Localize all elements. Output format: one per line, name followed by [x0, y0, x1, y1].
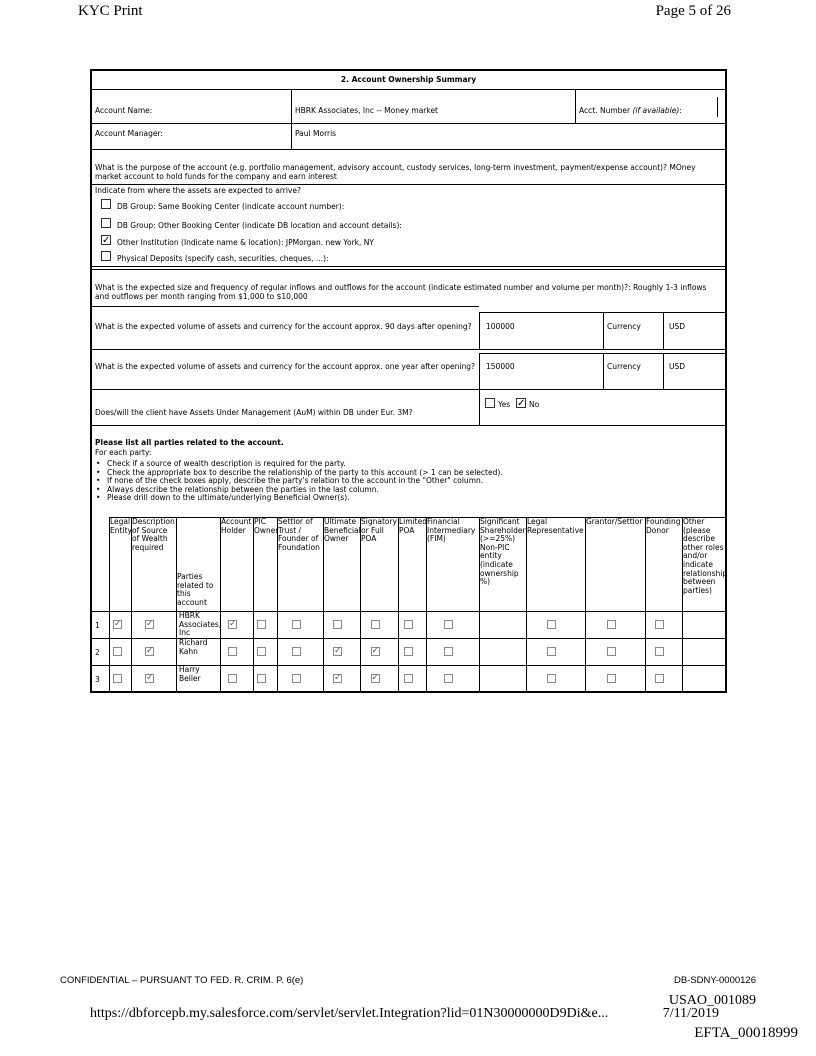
- party-fim-checkbox[interactable]: [444, 674, 453, 683]
- section-title: 2. Account Ownership Summary: [340, 75, 477, 84]
- divider: [92, 425, 725, 426]
- efta-stamp: EFTA_00018999: [694, 1025, 798, 1041]
- column-header-ultimate-bo: Ultimate Beneficial Owner: [324, 517, 361, 544]
- assets-origin-question: Indicate from where the assets are expected to arrive?: [95, 186, 301, 195]
- party-legal-rep-checkbox[interactable]: [547, 647, 556, 656]
- aum-yes-label: Yes: [498, 400, 511, 409]
- party-settlor-checkbox[interactable]: [292, 674, 301, 683]
- page-number: Page 5 of 26: [655, 3, 731, 19]
- column-header-legal-rep: Legal Representative: [527, 517, 584, 535]
- column-header-fim: Financial Intermediary (FIM): [427, 517, 476, 544]
- divider: [92, 123, 725, 124]
- divider: [92, 269, 725, 270]
- source-url: https://dbforcepb.my.salesforce.com/servlet/servlet.Integration?lid=01N30000000D9Di&e...: [90, 1006, 609, 1021]
- print-date: 7/11/2019: [662, 1006, 719, 1021]
- volume-90-days-label: What is the expected volume of assets and currency for the account approx. 90 days after opening?: [95, 322, 472, 331]
- check-icon: ✓: [146, 646, 154, 656]
- party-pic-owner-checkbox[interactable]: [257, 620, 266, 629]
- account-name-label: Account Name:: [95, 106, 153, 115]
- volume-90-days-value: 100000: [486, 322, 515, 331]
- divider: [479, 353, 725, 354]
- volume-1-year-value: 150000: [486, 362, 515, 371]
- instruction-item: • Always describe the relationship between the parties in the last column.: [95, 486, 715, 495]
- column-header-founding-donor: Founding Donor: [646, 517, 681, 535]
- instruction-item: • Check the appropriate box to describe the relationship of the party to this account (> 1 can be selected).: [95, 469, 715, 478]
- aum-no-check: ✓: [517, 398, 526, 409]
- party-settlor-checkbox[interactable]: [292, 647, 301, 656]
- party-signatory-checkbox[interactable]: [371, 647, 380, 656]
- party-limited-poa-checkbox[interactable]: [404, 620, 413, 629]
- party-founding-donor-checkbox[interactable]: [655, 647, 664, 656]
- column-header-description-sow: Description of Source of Wealth required: [132, 517, 175, 552]
- flows-question: What is the expected size and frequency of regular inflows and outflows for the account (indicate estimated number and volume per month)?: Roughly 1-3 inflows and outflows per month ranging from $1,000 to $10,000: [95, 283, 707, 301]
- asset-option-3-check: ✓: [102, 235, 111, 246]
- divider: [717, 97, 718, 117]
- divider: [575, 89, 576, 123]
- party-grantor-checkbox[interactable]: [607, 620, 616, 629]
- party-limited-poa-checkbox[interactable]: [404, 674, 413, 683]
- divider: [92, 184, 725, 185]
- instruction-item: • Please drill down to the ultimate/underlying Beneficial Owner(s).: [95, 494, 715, 503]
- party-sow-checkbox[interactable]: [145, 620, 154, 629]
- check-icon: ✓: [114, 619, 122, 629]
- party-legal-entity-checkbox[interactable]: [113, 674, 122, 683]
- party-founding-donor-checkbox[interactable]: [655, 620, 664, 629]
- divider: [92, 89, 725, 90]
- usao-stamp: USAO_001089: [668, 993, 756, 1008]
- party-ubo-checkbox[interactable]: [333, 620, 342, 629]
- party-account-holder-checkbox[interactable]: [228, 620, 237, 629]
- asset-option-1-checkbox[interactable]: [101, 199, 111, 209]
- divider: [663, 353, 664, 389]
- check-icon: ✓: [334, 673, 342, 683]
- party-settlor-checkbox[interactable]: [292, 620, 301, 629]
- divider: [291, 89, 292, 149]
- party-account-holder-checkbox[interactable]: [228, 674, 237, 683]
- asset-option-4-checkbox[interactable]: [101, 251, 111, 261]
- party-row-number: 1: [95, 621, 100, 630]
- divider: [92, 266, 725, 267]
- currency-1-year-value: USD: [669, 362, 686, 371]
- divider: [603, 312, 604, 349]
- aum-no-label: No: [529, 400, 540, 409]
- party-grantor-checkbox[interactable]: [607, 647, 616, 656]
- party-grantor-checkbox[interactable]: [607, 674, 616, 683]
- acct-number-colon: :: [679, 106, 682, 115]
- aum-no-checkbox[interactable]: [516, 398, 526, 408]
- party-legal-rep-checkbox[interactable]: [547, 620, 556, 629]
- parties-title: Please list all parties related to the account.: [95, 438, 284, 447]
- divider: [479, 312, 480, 349]
- document-id: DB-SDNY-0000126: [673, 975, 756, 986]
- party-signatory-checkbox[interactable]: [371, 674, 380, 683]
- asset-option-3-label: Other Institution (Indicate name & location): JPMorgan. new York, NY: [117, 238, 374, 247]
- party-account-holder-checkbox[interactable]: [228, 647, 237, 656]
- column-header-legal-entity: Legal Entity: [110, 517, 132, 535]
- confidential-notice: CONFIDENTIAL – PURSUANT TO FED. R. CRIM. P. 6(e): [60, 975, 304, 986]
- party-fim-checkbox[interactable]: [444, 620, 453, 629]
- party-row-number: 2: [95, 648, 100, 657]
- party-sow-checkbox[interactable]: [145, 647, 154, 656]
- divider: [92, 692, 725, 693]
- parties-instructions: [95, 460, 715, 503]
- check-icon: ✓: [146, 619, 154, 629]
- aum-question: Does/will the client have Assets Under Management (AuM) within DB under Eur. 3M?: [95, 408, 413, 417]
- column-header-pic-owner: PIC Owner: [254, 517, 279, 535]
- column-header-limited-poa: Limited POA: [399, 517, 427, 535]
- check-icon: ✓: [371, 646, 380, 656]
- column-header-account-holder: Account Holder: [221, 517, 252, 535]
- party-ubo-checkbox[interactable]: [333, 647, 342, 656]
- column-header-other: Other (please describe other roles and/or indicate relationship between parties): [683, 517, 728, 595]
- party-ubo-checkbox[interactable]: [333, 674, 342, 683]
- currency-90-days-value: USD: [669, 322, 686, 331]
- divider: [479, 353, 480, 389]
- party-row-number: 3: [95, 675, 100, 684]
- acct-number-label: [579, 106, 682, 115]
- party-fim-checkbox[interactable]: [444, 647, 453, 656]
- party-name: Harry Beller: [179, 665, 201, 683]
- account-ownership-form: [90, 69, 727, 693]
- acct-number-text: Acct. Number: [579, 106, 633, 115]
- party-pic-owner-checkbox[interactable]: [257, 674, 266, 683]
- account-purpose: What is the purpose of the account (e.g. portfolio management, advisory account, custody services, long-term investment, payment/expense account)? MOney market account to hold funds for the company and earn interest: [95, 163, 696, 181]
- instruction-item: • Check if a source of wealth description is required for the party.: [95, 460, 715, 469]
- divider: [92, 149, 725, 150]
- check-icon: ✓: [146, 673, 154, 683]
- currency-1-year-label: Currency: [607, 362, 641, 371]
- divider: [603, 353, 604, 389]
- print-title: KYC Print: [78, 3, 143, 19]
- account-name-value: HBRK Associates, Inc -- Money market: [295, 106, 439, 115]
- party-pic-owner-checkbox[interactable]: [257, 647, 266, 656]
- party-legal-entity-checkbox[interactable]: [113, 647, 122, 656]
- divider: [663, 312, 664, 349]
- party-name: HBRK Associates, Inc: [179, 611, 222, 638]
- asset-option-2-label: DB Group: Other Booking Center (indicate DB location and account details):: [117, 221, 402, 230]
- volume-1-year-label: What is the expected volume of assets and currency for the account approx. one year after opening?: [95, 362, 476, 371]
- party-founding-donor-checkbox[interactable]: [655, 674, 664, 683]
- divider: [92, 389, 725, 390]
- asset-option-1-label: DB Group: Same Booking Center (indicate account number):: [117, 202, 345, 211]
- aum-yes-checkbox[interactable]: [485, 398, 495, 408]
- party-limited-poa-checkbox[interactable]: [404, 647, 413, 656]
- instruction-item: • If none of the check boxes apply, describe the party's relation to the account in the "Other" column.: [95, 477, 715, 486]
- asset-option-3-checkbox[interactable]: [101, 235, 111, 245]
- column-header-settlor: Settlor of Trust / Founder of Foundation: [278, 517, 320, 552]
- party-sow-checkbox[interactable]: [145, 674, 154, 683]
- parties-intro: For each party:: [95, 448, 152, 457]
- check-icon: ✓: [229, 619, 237, 629]
- column-header-parties: Parties related to this account: [177, 572, 214, 607]
- account-manager-label: Account Manager:: [95, 129, 163, 138]
- account-manager-value: Paul Morris: [295, 129, 337, 138]
- column-header-signatory: Signatory or Full POA: [361, 517, 398, 544]
- check-icon: ✓: [371, 673, 380, 683]
- check-icon: ✓: [334, 646, 342, 656]
- column-header-grantor: Grantor/Settlor: [586, 517, 643, 526]
- acct-number-hint: (if available): [632, 106, 680, 115]
- party-legal-rep-checkbox[interactable]: [547, 674, 556, 683]
- currency-90-days-label: Currency: [607, 322, 641, 331]
- party-name: Richard Kahn: [179, 638, 208, 656]
- party-legal-entity-checkbox[interactable]: [113, 620, 122, 629]
- divider: [479, 312, 725, 313]
- asset-option-2-checkbox[interactable]: [101, 218, 111, 228]
- column-header-significant: Significant Shareholder (>=25%) Non-PIC entity (indicate ownership %): [480, 517, 526, 587]
- asset-option-4-label: Physical Deposits (specify cash, securities, cheques, ...):: [117, 254, 329, 263]
- divider: [92, 349, 725, 350]
- divider: [92, 306, 479, 307]
- party-signatory-checkbox[interactable]: [371, 620, 380, 629]
- divider: [479, 389, 480, 425]
